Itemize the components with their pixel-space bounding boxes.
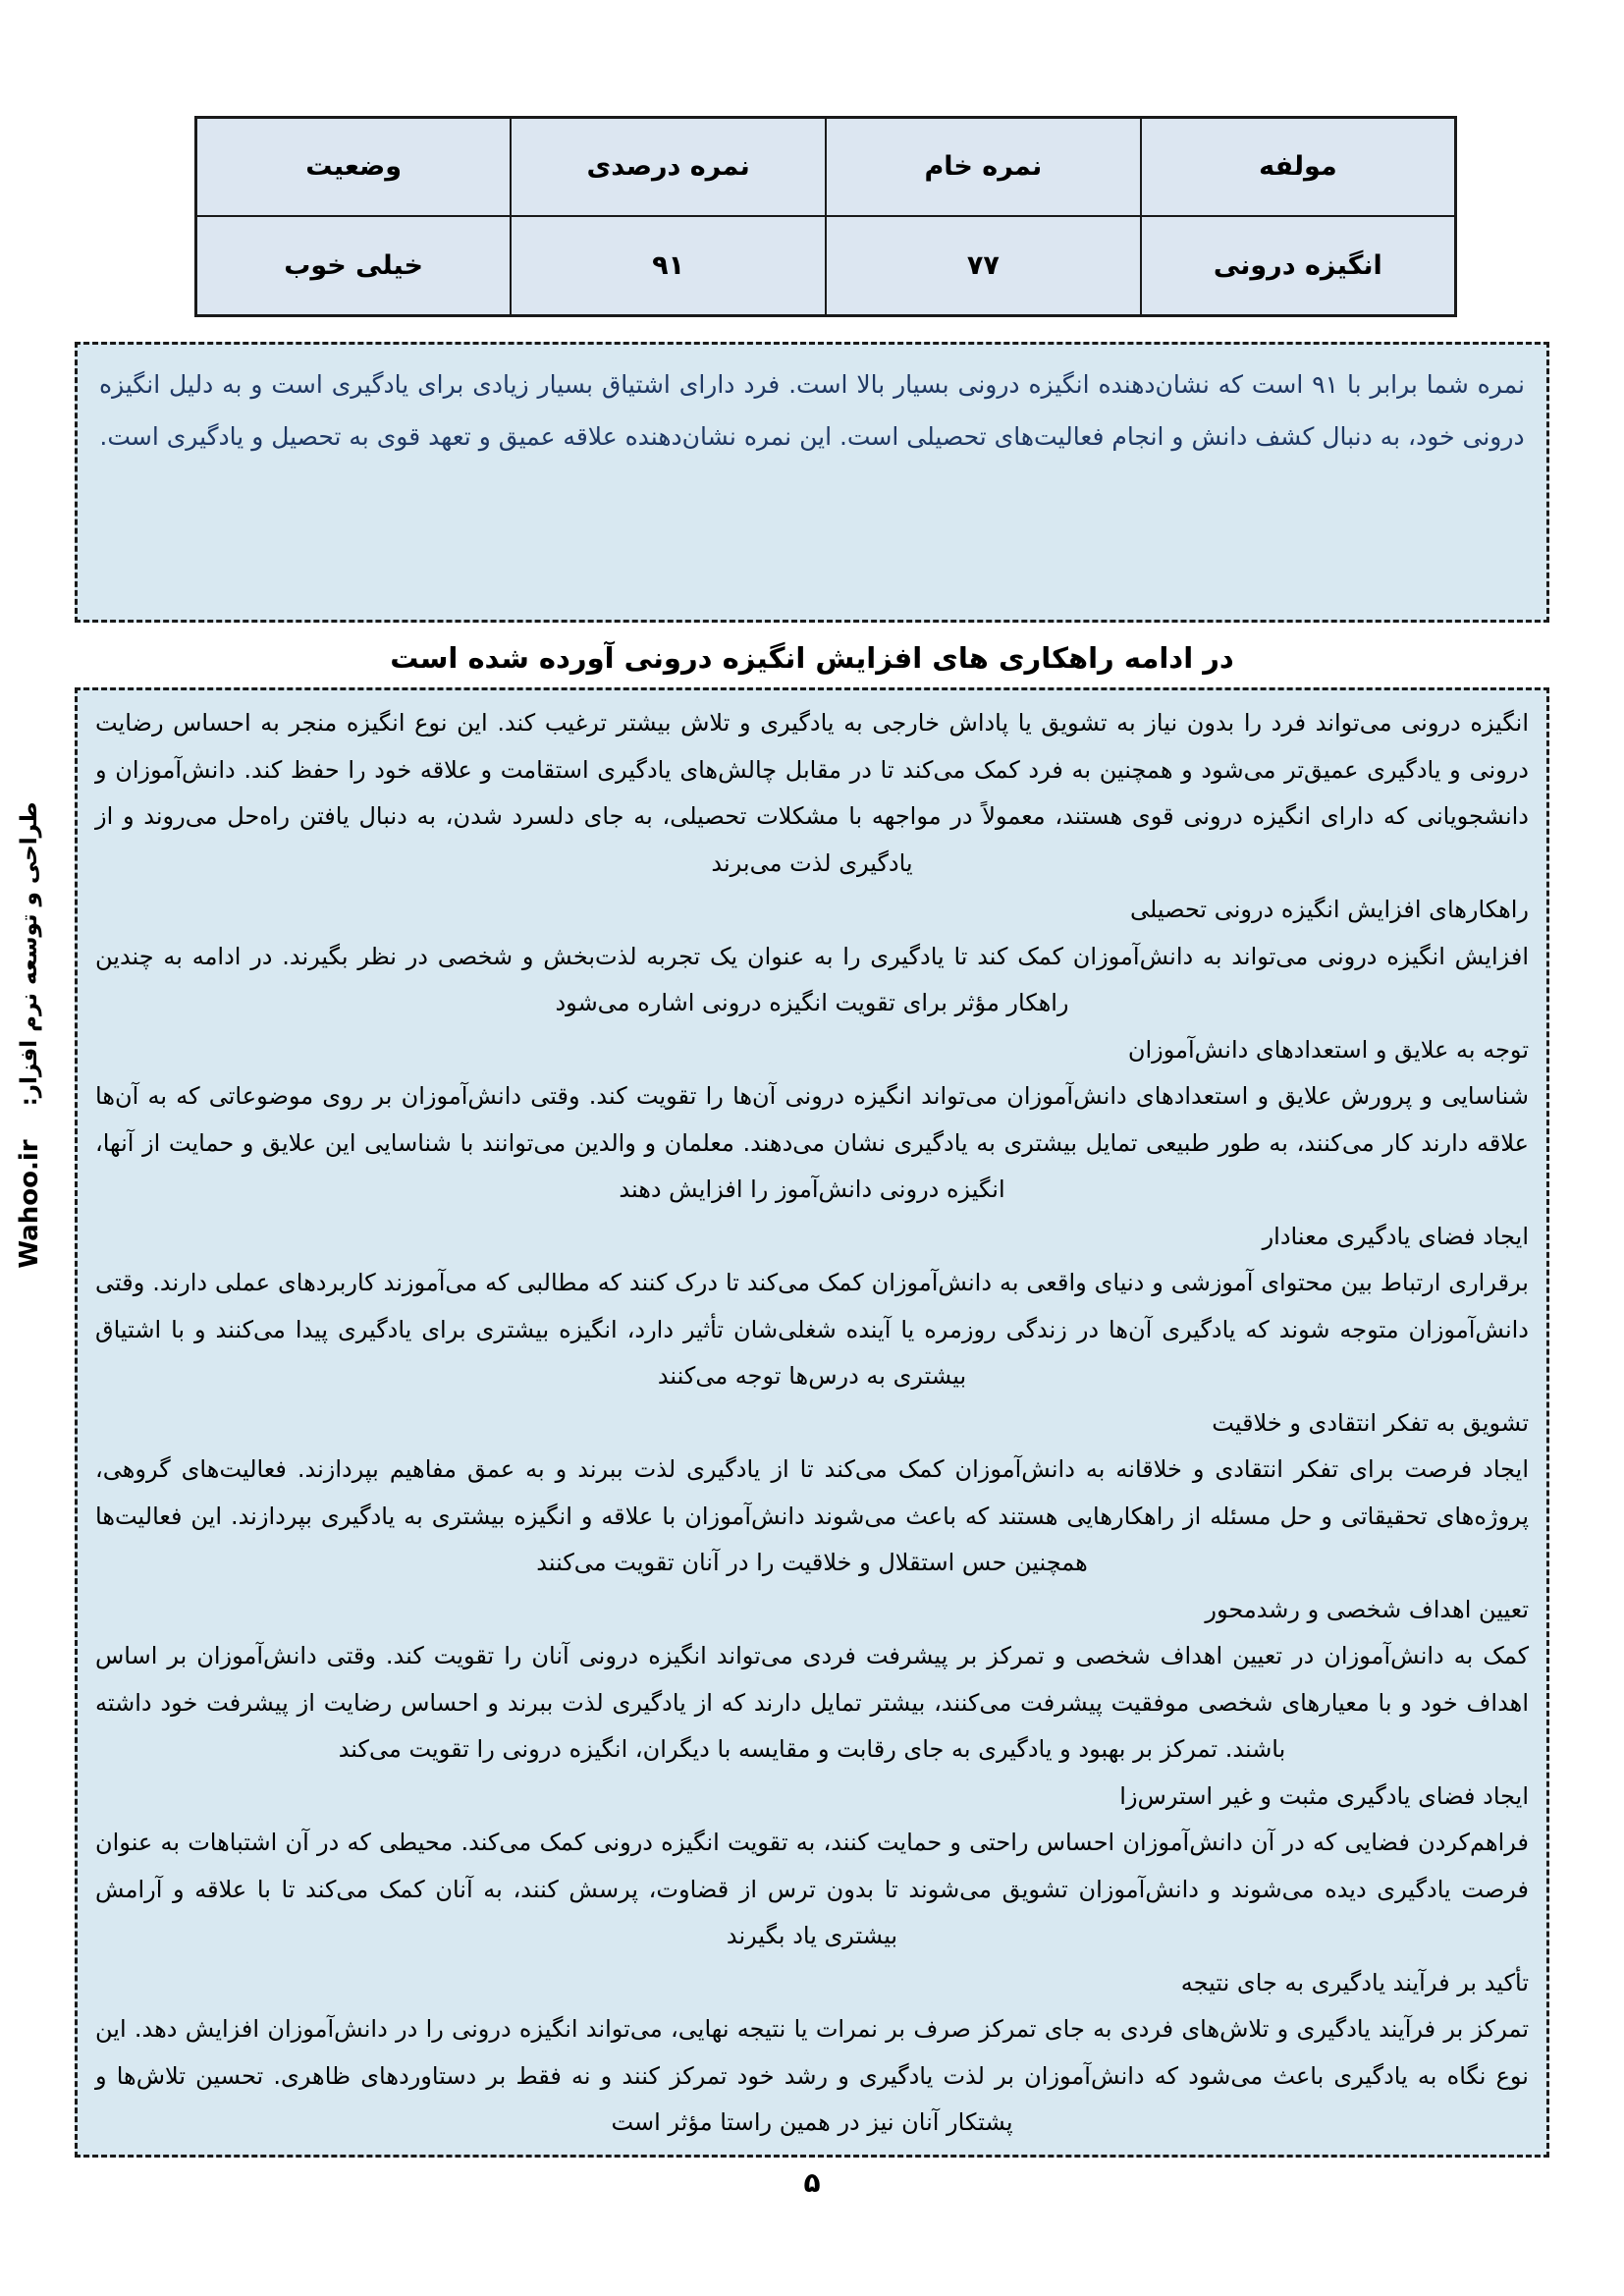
cell-percent-score: ۹۱: [511, 216, 826, 316]
strategy-subheading: ایجاد فضای یادگیری مثبت و غیر استرس‌زا: [1119, 1781, 1529, 1810]
score-summary-box: [75, 342, 1549, 623]
strategy-subheading: توجه به علایق و استعدادهای دانش‌آموزان: [1127, 1035, 1529, 1064]
designer-credit-label: طراحی و توسعه نرم افزار:: [17, 801, 42, 1107]
cell-status: خیلی خوب: [196, 216, 512, 316]
header-status: وضعیت: [196, 118, 512, 216]
cell-component: انگیزه درونی: [1141, 216, 1456, 316]
strategy-paragraph: تمرکز بر فرآیند یادگیری و تلاش‌های فردی به جای تمرکز صرف بر نمرات یا نتیجه نهایی، می‌تواند انگیزه درونی را در دانش‌آموزان افزایش دهد. این نوع نگاه به یادگیری باعث می‌شود که دانش‌آموزان بر لذت یادگیری و رشد خود تمرکز کنند و نه فقط بر دستاوردهای ظاهری. تحسین تلاش‌ها و پشتکار آنان نیز در همین راستا مؤثر است: [95, 2015, 1529, 2136]
section-heading: در ادامه راهکاری های افزایش انگیزه درونی آورده شده است: [75, 630, 1549, 685]
header-raw-score: نمره خام: [826, 118, 1141, 216]
cell-raw-score: ۷۷: [826, 216, 1141, 316]
strategy-paragraph: انگیزه درونی می‌تواند فرد را بدون نیاز به تشویق یا پاداش خارجی به یادگیری و تلاش بیشتر ترغیب کند. این نوع انگیزه منجر به احساس رضایت درونی و یادگیری عمیق‌تر می‌شود و همچنین به فرد کمک می‌کند تا در مقابل چالش‌های یادگیری استقامت و علاقه خود را حفظ کند. دانش‌آموزان و دانشجویانی که دارای انگیزه درونی قوی هستند، معمولاً در مواجهه با مشکلات تحصیلی، به جای دلسرد شدن، به دنبال یافتن راه‌حل می‌روند و از یادگیری لذت می‌برند: [95, 709, 1529, 877]
strategy-paragraph: شناسایی و پرورش علایق و استعدادهای دانش‌آموزان می‌تواند انگیزه درونی آن‌ها را تقویت کند. وقتی دانش‌آموزان بر روی موضوعاتی که به آن‌ها علاقه دارند کار می‌کنند، به طور طبیعی تمایل بیشتری به یادگیری نشان می‌دهند. معلمان و والدین می‌توانند با شناسایی این علایق و حمایت از آنها، انگیزه درونی دانش‌آموز را افزایش دهند: [95, 1082, 1529, 1203]
strategy-subheading: تشویق به تفکر انتقادی و خلاقیت: [1212, 1408, 1529, 1437]
strategy-subheading: راهکارهای افزایش انگیزه درونی تحصیلی: [1129, 896, 1529, 923]
strategy-paragraph: ایجاد فرصت برای تفکر انتقادی و خلاقانه به دانش‌آموزان کمک می‌کند تا از یادگیری لذت ببرند و به عمق مفاهیم بپردازند. فعالیت‌های گروهی، پروژه‌های تحقیقاتی و حل مسئله از راهکارهایی هستند که باعث می‌شوند دانش‌آموزان با علاقه و انگیزه بیشتری به یادگیری بپردازند. این فعالیت‌ها همچنین حس استقلال و خلاقیت را در آنان تقویت می‌کنند: [95, 1455, 1529, 1576]
strategy-paragraph: افزایش انگیزه درونی می‌تواند به دانش‌آموزان کمک کند تا یادگیری را به عنوان یک تجربه لذت‌بخش و شخصی در نظر بگیرند. در ادامه به چندین راهکار مؤثر برای تقویت انگیزه درونی اشاره می‌شود: [95, 942, 1529, 1016]
strategy-paragraph: کمک به دانش‌آموزان در تعیین اهداف شخصی و تمرکز بر پیشرفت فردی می‌تواند انگیزه درونی آنان را تقویت کند. وقتی دانش‌آموزان بر اساس اهداف خود و با معیارهای شخصی موفقیت پیشرفت می‌کنند، بیشتر تمایل دارند که از یادگیری لذت ببرند و احساس رضایت از پیشرفت خود داشته باشند. تمرکز بر بهبود و یادگیری به جای رقابت و مقایسه با دیگران، انگیزه درونی را تقویت می‌کند: [95, 1642, 1529, 1763]
header-percent-score: نمره درصدی: [511, 118, 826, 216]
page-number: ۵: [803, 2166, 821, 2199]
header-component: مولفه: [1141, 118, 1456, 216]
score-table: [194, 116, 1457, 317]
strategy-paragraph: برقراری ارتباط بین محتوای آموزشی و دنیای واقعی به دانش‌آموزان کمک می‌کند تا درک کنند که مطالبی که می‌آموزند کاربردهای عملی دارند. وقتی دانش‌آموزان متوجه شوند که یادگیری آن‌ها در زندگی روزمره یا آینده شغلی‌شان تأثیر دارد، انگیزه بیشتری برای یادگیری پیدا می‌کنند و با اشتیاق بیشتری به درس‌ها توجه می‌کنند: [95, 1269, 1529, 1390]
strategy-paragraph: فراهم‌کردن فضایی که در آن دانش‌آموزان احساس راحتی و حمایت کنند، به تقویت انگیزه درونی کمک می‌کند. محیطی که در آن اشتباهات به عنوان فرصت یادگیری دیده می‌شوند و دانش‌آموزان تشویق می‌شوند تا بدون ترس از قضاوت، پرسش کنند، به آنان کمک می‌کند تا با علاقه و آرامش بیشتری یاد بگیرند: [95, 1829, 1529, 1949]
strategy-subheading: تأکید بر فرآیند یادگیری به جای نتیجه: [1180, 1968, 1529, 1996]
strategies-box: [75, 687, 1549, 2158]
strategy-subheading: تعیین اهداف شخصی و رشدمحور: [1205, 1595, 1529, 1623]
score-table-header-row: [196, 118, 1456, 216]
strategy-subheading: ایجاد فضای یادگیری معنادار: [1262, 1222, 1529, 1250]
designer-credit: [8, 758, 51, 1312]
designer-credit-brand: Wahoo.ir: [15, 1139, 44, 1269]
score-table-value-row: [196, 216, 1456, 316]
score-summary-text: نمره شما برابر با ۹۱ است که نشان‌دهنده انگیزه درونی بسیار بالا است. فرد دارای اشتیاق بسیار زیادی برای یادگیری است و به دلیل انگیزه درونی خود، به دنبال کشف دانش و انجام فعالیت‌های تحصیلی است. این نمره نشان‌دهنده علاقه عمیق و تعهد قوی به تحصیل و یادگیری است.: [99, 370, 1525, 451]
